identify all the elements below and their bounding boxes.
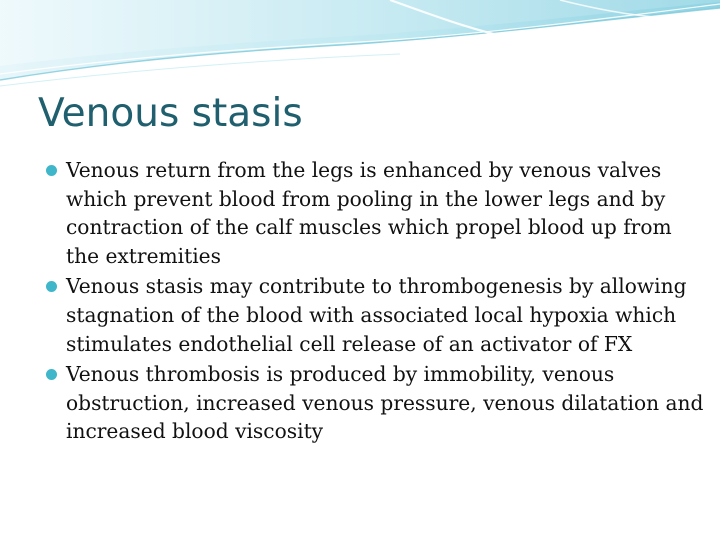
bullet-text: Venous stasis may contribute to thrombogenesis by allowing stagnation of the blood with associated local hypoxia which stimulates endothelial cell release of an activator of FX	[66, 274, 687, 356]
bullet-dot-icon	[46, 281, 57, 292]
bullet-dot-icon	[46, 369, 57, 380]
bullet-dot-icon	[46, 165, 57, 176]
bullet-text: Venous return from the legs is enhanced by venous valves which prevent blood from pooling in the lower legs and by contraction of the calf muscles which propel blood up from the extremities	[66, 158, 672, 268]
slide-title: Venous stasis	[38, 91, 303, 136]
bullet-item	[44, 360, 704, 446]
bullet-item	[44, 156, 704, 270]
bullet-list	[44, 156, 704, 448]
bullet-text: Venous thrombosis is produced by immobility, venous obstruction, increased venous pressure, venous dilatation and increased blood viscosity	[66, 362, 704, 444]
bullet-item	[44, 272, 704, 358]
